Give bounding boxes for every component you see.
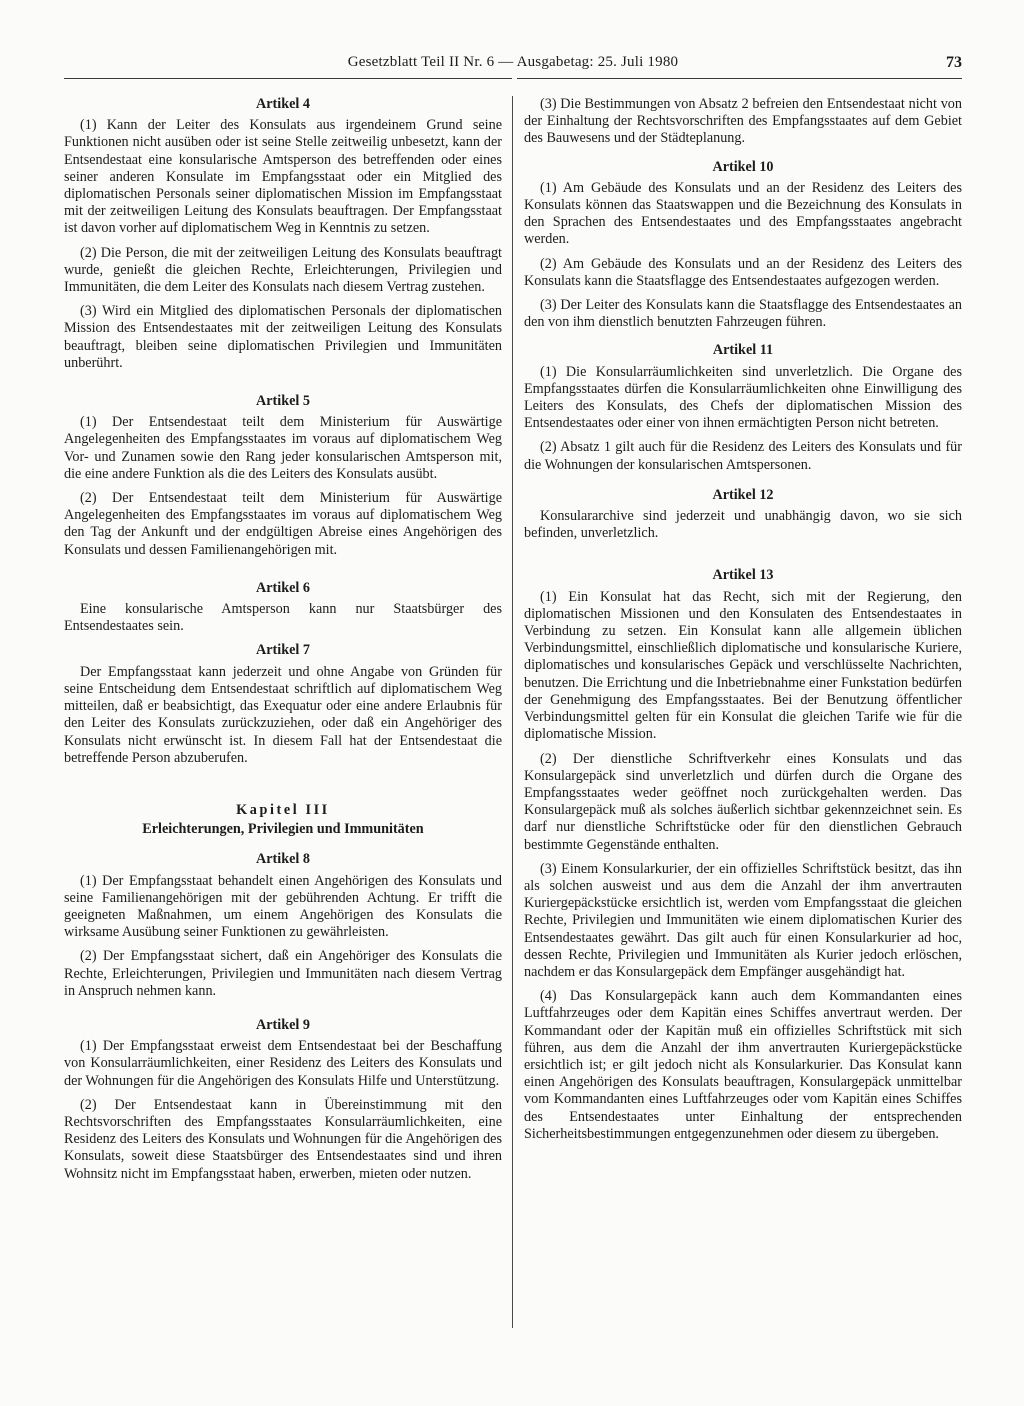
paragraph: Konsulararchive sind jederzeit und unabhängig davon, wo sie sich befinden, unverletzlich. [524,508,962,542]
running-title: Gesetzblatt Teil II Nr. 6 — Ausgabetag: 25. Juli 1980 [347,54,679,70]
article-9-continued [524,96,962,148]
paragraph: Der Empfangsstaat kann jederzeit und ohne Angabe von Gründen für seine Entscheidung dem Entsendestaat schriftlich auf diplomatischem Weg mitteilen, daß er beabsichtigt, das Exequatur oder eine andere Erlaubnis für den Leiter des Konsulats zurückzuziehen, oder daß ein Angehöriger des Konsulats nicht erwünscht ist. In diesem Fall hat der Entsendestaat die betreffende Person abzuberufen. [64,663,502,766]
paragraph: (2) Der Entsendestaat teilt dem Ministerium für Auswärtige Angelegenheiten des Empfangsstaates im voraus auf diplomatischem Weg den Tag der Ankunft und der endgültigen Abreise eines Angehörigen des Konsulats und dessen Familienangehörigen mit. [64,490,502,558]
article-heading: Artikel 5 [256,393,310,410]
article-heading: Artikel 10 [712,158,774,175]
paragraph: (1) Die Konsularräumlichkeiten sind unverletzlich. Die Organe des Empfangsstaates dürfen die Konsularräumlichkeiten ohne Einwilligung des Leiters des Konsulats, des Chefs der diplomatischen Mission des Entsendestaates oder einer von ihnen ermächtigten Person nicht betreten. [524,363,962,432]
right-column [524,96,962,1150]
article-heading: Artikel 4 [256,96,310,112]
column-divider [512,96,513,1328]
article-heading: Artikel 12 [712,486,774,503]
paragraph: (3) Wird ein Mitglied des diplomatischen Personals der diplomatischen Mission des Entsendestaates mit der zeitweiligen Leitung des Konsulats beauftragt, bleiben seine diplomatischen Privilegien und Immunitäten unberührt. [64,303,502,371]
paragraph: (1) Ein Konsulat hat das Recht, sich mit der Regierung, den diplomatischen Missionen und den Konsulaten des Entsendestaates in Verbindung zu setzen. Ein Konsulat kann alle allgemein üblichen Verbindungsmittel, einschließlich diplomatische und konsularische Kuriere, diplomatisches und konsularisches Gepäck und verschlüsselte Nachrichten, benutzen. Die Errichtung und die Inbetriebnahme einer Funkstation bedürfen der Genehmigung des Empfangsstaates. Bei der Benutzung öffentlicher Verbindungsmittel gelten für ein Konsulat die gleichen Tarife wie für die diplomatische Mission. [524,588,962,743]
page-header [64,54,962,84]
paragraph: (2) Absatz 1 gilt auch für die Residenz des Leiters des Konsulats und für die Wohnungen der konsularischen Amtspersonen. [524,439,962,473]
chapter-subtitle: Erleichterungen, Privilegien und Immunitäten [142,821,424,838]
paragraph: (2) Der Entsendestaat kann in Übereinstimmung mit den Rechtsvorschriften des Empfangsstaates Konsularräumlichkeiten, eine Residenz des Leiters des Konsulats und Wohnungen für die Angehörigen des Konsulats, soweit diese Staatsbürger des Entsendestaates sind und ihren Wohnsitz nicht im Empfangsstaat haben, erwerben, mieten oder nutzen. [64,1096,502,1182]
left-column [64,96,502,1190]
paragraph: (2) Die Person, die mit der zeitweiligen Leitung des Konsulats beauftragt wurde, genießt die gleichen Rechte, Erleichterungen, Privilegien und Immunitäten, die dem Leiter des Konsulats nach diesem Vertrag zustehen. [64,244,502,296]
paragraph: Eine konsularische Amtsperson kann nur Staatsbürger des Entsendestaates sein. [64,601,502,635]
article-10 [524,159,962,332]
article-9 [64,1017,502,1183]
article-heading: Artikel 11 [712,342,774,359]
article-heading: Artikel 7 [256,642,310,659]
article-heading: Artikel 13 [712,567,774,584]
paragraph: (1) Der Entsendestaat teilt dem Ministerium für Auswärtige Angelegenheiten des Empfangsstaates im voraus auf diplomatischem Weg Vor- und Zunamen sowie den Rang jeder konsularischen Amtsperson mit, die eine andere Funktion als die des Leiters des Konsulats ausübt. [64,414,502,482]
header-rule-right [517,78,962,79]
paragraph: (1) Der Empfangsstaat behandelt einen Angehörigen des Konsulats und seine Familienangehörigen mit der gebührenden Achtung. Er trifft die geeigneten Maßnahmen, um einem Angehörigen des Konsulats die wirksame Ausübung seiner Funktionen zu gewährleisten. [64,872,502,941]
paragraph: (1) Kann der Leiter des Konsulats aus irgendeinem Grund seine Funktionen nicht ausüben oder ist seine Stelle zeitweilig unbesetzt, kann der Entsendestaat eine konsularische Amtsperson des betreffenden oder eines seiner anderen Konsulate im Empfangsstaat oder ein Mitglied des diplomatischen Personals seiner diplomatischen Mission im Empfangsstaat mit der zeitweiligen Leitung des Konsulats beauftragen. Der Empfangsstaat ist davon vorher auf diplomatischem Weg in Kenntnis zu setzen. [64,117,502,237]
paragraph: (1) Der Empfangsstaat erweist dem Entsendestaat bei der Beschaffung von Konsularräumlichkeiten, einer Residenz des Leiters des Konsulats und der Wohnungen für die Angehörigen des Konsulats Hilfe und Unterstützung. [64,1038,502,1089]
article-heading: Artikel 8 [256,851,310,868]
paragraph: (4) Das Konsulargepäck kann auch dem Kommandanten eines Luftfahrzeuges oder dem Kapitän eines Schiffes anvertraut werden. Der Kommandant oder der Kapitän muß ein offizielles Schriftstück mit sich führen, aus dem die Anzahl der ihm anvertrauten Kuriergepäckstücke ersichtlich ist; er gilt jedoch nicht als Konsularkurier. Das Konsulat kann einen Angehörigen des Konsulats beauftragen, Konsulargepäck unmittelbar vom Kommandanten eines Luftfahrzeuges oder vom Kapitän eines Schiffes des Entsendestaates unter Einhaltung der entsprechenden Sicherheitsbestimmungen entgegenzunehmen oder diesem zu übergeben. [524,988,962,1142]
article-heading: Artikel 6 [256,579,310,596]
article-7 [64,642,502,766]
paragraph: (2) Der dienstliche Schriftverkehr eines Konsulats und das Konsulargepäck sind unverletzlich und dürfen durch die Organe des Empfangsstaates weder geöffnet noch zurückgehalten werden. Das Konsulargepäck muß als solches äußerlich sichtbar gekennzeichnet sein. Es darf nur dienstliche Schriftstücke oder für den dienstlichen Gebrauch bestimmte Gegenstände enthalten. [524,750,962,853]
article-12 [524,487,962,543]
article-11 [524,342,962,473]
header-rule-left [64,78,512,79]
paragraph: (2) Am Gebäude des Konsulats und an der Residenz des Leiters des Konsulats kann die Staatsflagge des Entsendestaates aufgezogen werden. [524,255,962,289]
article-6 [64,580,502,636]
article-heading: Artikel 9 [256,1016,310,1033]
article-5 [64,393,502,559]
paragraph: (1) Am Gebäude des Konsulats und an der Residenz des Leiters des Konsulats können das Staatswappen und die Bezeichnung des Konsulats in den Sprachen des Entsendestaates und des Empfangsstaates angebracht werden. [524,179,962,248]
article-13 [524,567,962,1143]
article-4 [64,96,502,372]
article-8 [64,851,502,1000]
chapter-3 [64,802,502,838]
page-number: 73 [946,54,962,71]
paragraph: (3) Die Bestimmungen von Absatz 2 befreien den Entsendestaat nicht von der Einhaltung der Rechtsvorschriften des Empfangsstaates auf dem Gebiet des Bauwesens und der Städteplanung. [524,96,962,147]
paragraph: (3) Der Leiter des Konsulats kann die Staatsflagge des Entsendestaates an den von ihm dienstlich benutzten Fahrzeugen führen. [524,297,962,331]
paragraph: (2) Der Empfangsstaat sichert, daß ein Angehöriger des Konsulats die Rechte, Erleichterungen, Privilegien und Immunitäten nach diesem Vertrag in Anspruch nehmen kann. [64,948,502,999]
paragraph: (3) Einem Konsularkurier, der ein offizielles Schriftstück besitzt, das ihn als solchen ausweist und aus dem die Anzahl der ihm anvertrauten Kuriergepäckstücke ersichtlich ist, werden vom Empfangsstaat die gleichen Rechte, Privilegien und Immunitäten wie einem diplomatischen Kurier des Entsendestaates gewährt. Das gilt auch für einen Konsularkurier ad hoc, dessen Rechte, Privilegien und Immunitäten als Kurier jedoch erlöschen, nachdem er das Konsulargepäck dem Empfänger ausgehändigt hat. [524,860,962,980]
chapter-heading: Kapitel III [236,801,330,818]
